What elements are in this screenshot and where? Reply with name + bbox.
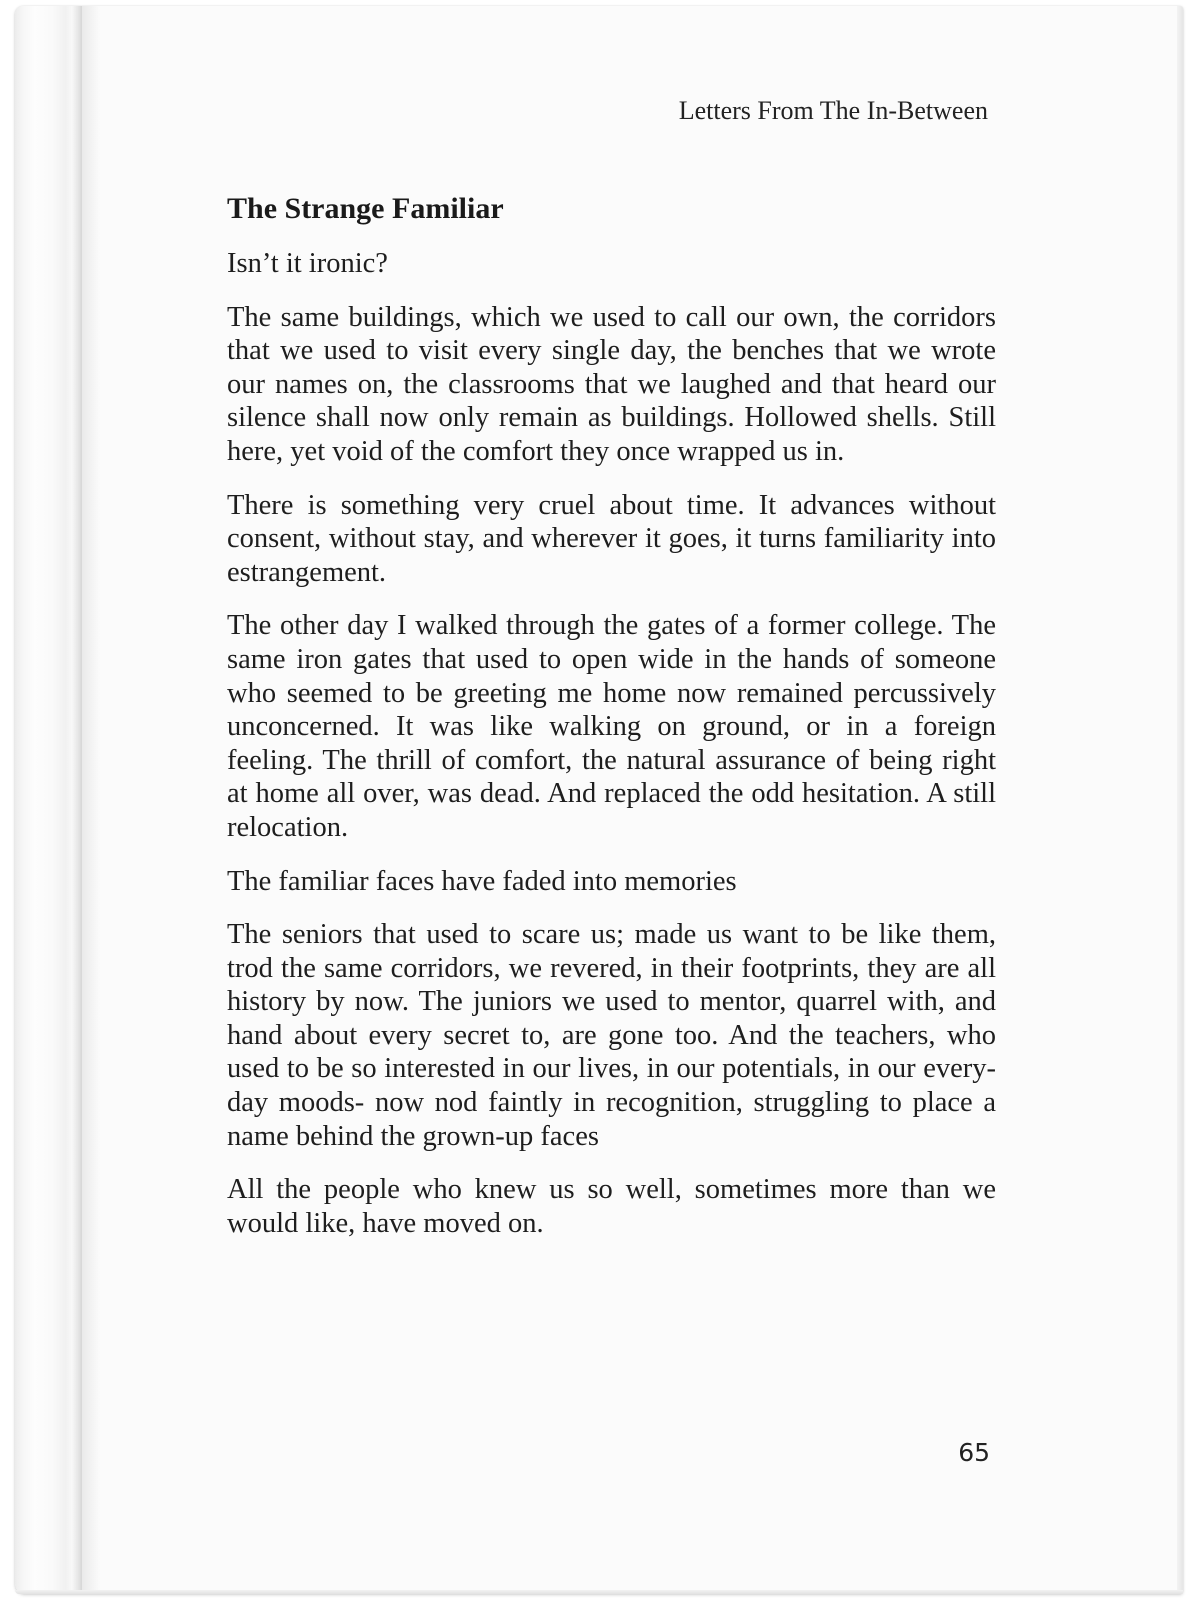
paragraph: There is something very cruel about time. It advances without consent, without stay, and wherever it goes, it turns familiarity into estrangement. [227, 489, 996, 588]
page-edge-bottom [15, 1590, 1183, 1594]
paragraph: The familiar faces have faded into memories [227, 865, 737, 897]
running-header: Letters From The In-Between [678, 96, 988, 125]
spine-shadow [82, 6, 100, 1594]
paragraph: Isn’t it ironic? [227, 248, 388, 279]
paragraph: The same buildings, which we used to call our own, the corridors that we used to visit every single day, the benches that we wrote our names on, the classrooms that we laughed and that heard our silence shall now only remain as buildings. Hollowed shells. Still here, yet void of the comfort they once wrapped us in. [227, 301, 996, 467]
paragraph: All the people who knew us so well, sometimes more than we would like, have moved on. [227, 1174, 996, 1239]
book-spine [15, 6, 82, 1594]
page-edge-right [1177, 6, 1183, 1594]
paragraph: The other day I walked through the gates of a former college. The same iron gates that used to open wide in the hands of someone who seemed to be greeting me home now remained percussively unconcerned. It was like walking on ground, or in a foreign feeling. The thrill of comfort, the natural assurance of being right at home all over, was dead. And replaced the odd hesitation. A still relocation. [227, 610, 996, 843]
paragraph: The seniors that used to scare us; made us want to be like them, trod the same corridors, we revered, in their footprints, they are all history by now. The juniors we used to mentor, quarrel with, and hand about every secret to, are gone too. And the teachers, who used to be so interested in our lives, in our potentials, in our every-day moods- now nod faintly in recognition, struggling to place a name behind the grown-up faces [227, 919, 996, 1152]
chapter-title: The Strange Familiar [227, 192, 504, 225]
book-page [15, 6, 1183, 1594]
page-number: 65 [958, 1438, 990, 1467]
page-content [227, 190, 996, 1260]
